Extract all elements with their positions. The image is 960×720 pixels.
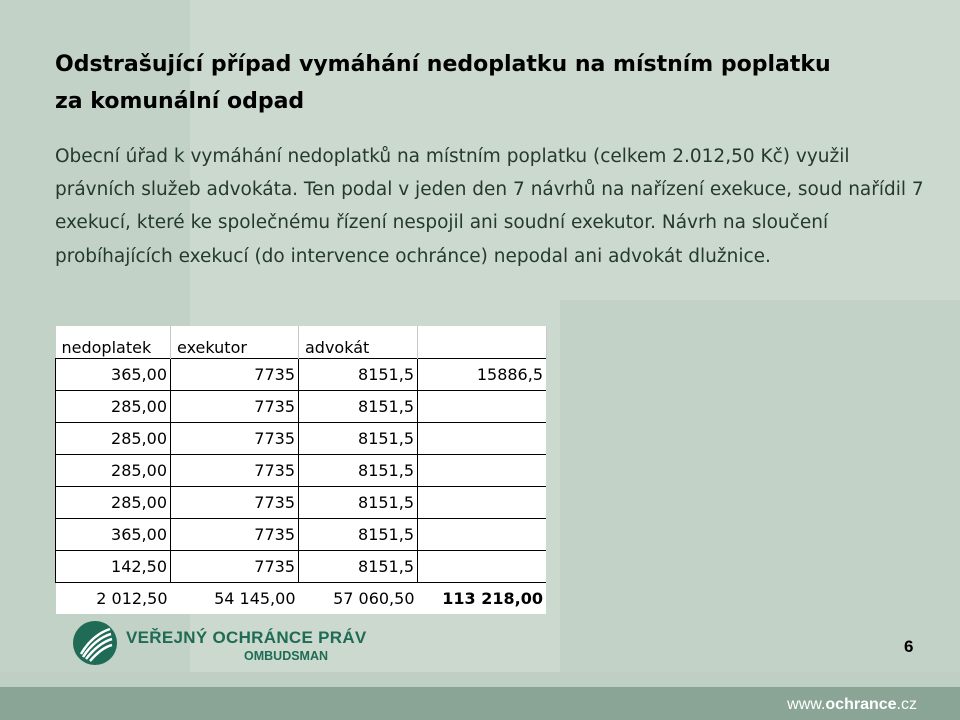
cell-advokat: 8151,5 [299,455,418,487]
table-row [56,359,547,391]
footer-url-link[interactable] [787,696,917,714]
cell-sum [418,519,547,551]
table-row [56,391,547,423]
slide-title-line-1: Odstrašující případ vymáhání nedoplatku na místním poplatku [55,52,831,77]
cell-advokat: 8151,5 [299,423,418,455]
cell-nedoplatek: 285,00 [56,423,171,455]
cell-nedoplatek: 285,00 [56,455,171,487]
header-advokat: advokát [299,326,418,359]
header-empty [418,326,547,359]
background-panel-right [560,300,960,672]
table-row [56,487,547,519]
cell-exekutor: 7735 [171,455,299,487]
cell-advokat: 8151,5 [299,551,418,583]
table-total-row [56,583,547,615]
cell-sum [418,487,547,519]
cell-exekutor: 7735 [171,423,299,455]
cell-exekutor: 7735 [171,359,299,391]
footer-url-prefix: www. [787,696,826,713]
footer-url-domain: ochrance [825,696,897,713]
logo-name: VEŘEJNÝ OCHRÁNCE PRÁV [126,628,367,647]
table-row [56,519,547,551]
cell-advokat: 8151,5 [299,359,418,391]
cell-sum [418,455,547,487]
table-header-row [56,326,547,359]
cell-nedoplatek: 365,00 [56,359,171,391]
header-nedoplatek: nedoplatek [56,326,171,359]
page-number: 6 [904,637,914,656]
table-row [56,551,547,583]
grand-total: 113 218,00 [418,583,547,615]
cell-sum [418,423,547,455]
header-exekutor: exekutor [171,326,299,359]
total-exekutor: 54 145,00 [171,583,299,615]
cell-nedoplatek: 285,00 [56,391,171,423]
cell-sum [418,391,547,423]
cell-exekutor: 7735 [171,519,299,551]
footer-band [0,672,960,687]
slide-title-line-2: za komunální odpad [55,89,305,114]
total-nedoplatek: 2 012,50 [56,583,171,615]
footer-url-suffix: .cz [896,696,917,713]
slide-title [55,46,915,120]
body-paragraph: Obecní úřad k vymáhání nedoplatků na místním poplatku (celkem 2.012,50 Kč) využil právních služeb advokáta. Ten podal v jeden den 7 návrhů na nařízení exekuce, soud nařídil 7 exekucí, které ke společnému řízení nespojil ani soudní exekutor. Návrh na sloučení probíhajících exekucí (do intervence ochránce) nepodal ani advokát dlužnice. [55,146,924,267]
total-advokat: 57 060,50 [299,583,418,615]
cell-exekutor: 7735 [171,487,299,519]
logo-subtitle: OMBUDSMAN [244,649,329,663]
cell-exekutor: 7735 [171,551,299,583]
cell-advokat: 8151,5 [299,487,418,519]
cell-advokat: 8151,5 [299,519,418,551]
cell-nedoplatek: 285,00 [56,487,171,519]
ombudsman-logo-icon [72,620,118,666]
table-row [56,455,547,487]
cell-sum: 15886,5 [418,359,547,391]
costs-table [55,326,547,614]
cell-nedoplatek: 142,50 [56,551,171,583]
cell-nedoplatek: 365,00 [56,519,171,551]
cell-advokat: 8151,5 [299,391,418,423]
cell-sum [418,551,547,583]
table-row [56,423,547,455]
cell-exekutor: 7735 [171,391,299,423]
